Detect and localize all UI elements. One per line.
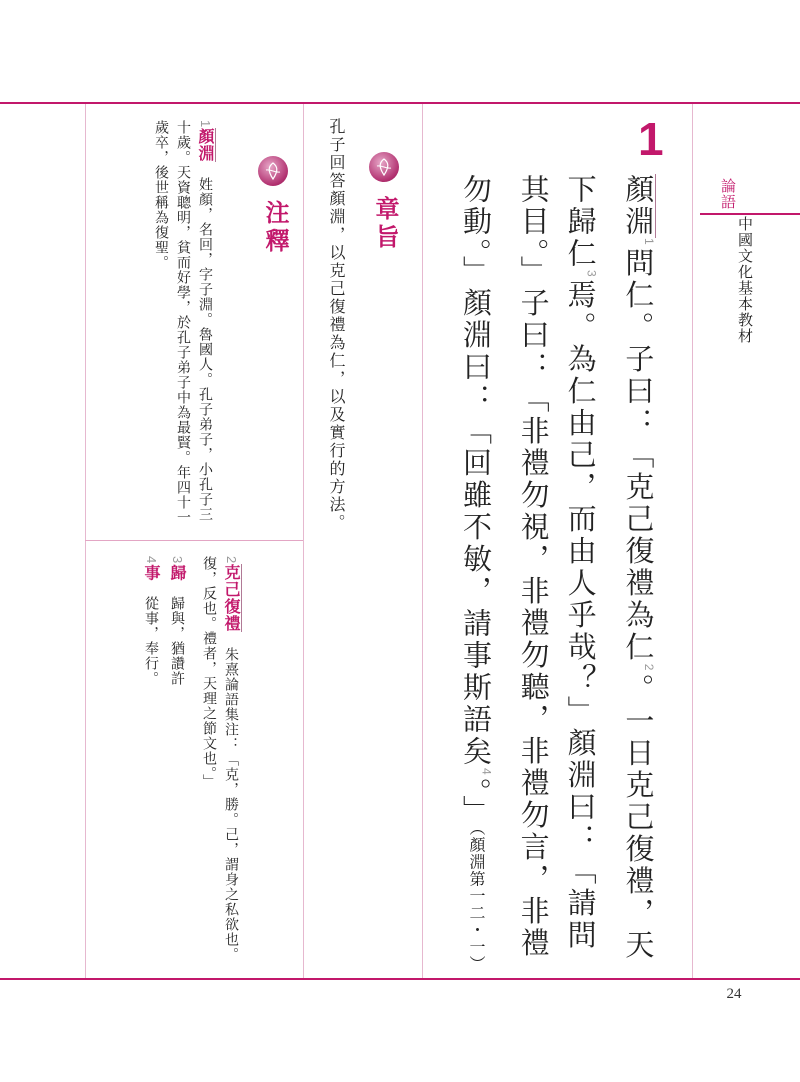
term-yanyuan: 顏淵 bbox=[621, 174, 656, 238]
chapter-number: 1 bbox=[638, 113, 664, 165]
passage-citation: （顏淵第一二・一） bbox=[467, 826, 486, 972]
passage-text-4b: 。」 bbox=[459, 777, 493, 827]
passage-line-3: 禮勿視，非禮勿聽，非禮勿言，非禮勿動。」顏淵曰：「回雖不敏， bbox=[459, 174, 551, 960]
rule-right-margin bbox=[692, 104, 693, 978]
note-4 bbox=[140, 556, 162, 966]
note-1-term: 顏淵 bbox=[196, 128, 215, 163]
passage-text-1b: 。一日克己復禮，天下歸仁 bbox=[563, 174, 656, 962]
bottom-rule bbox=[0, 978, 800, 980]
top-rule bbox=[0, 102, 800, 104]
note-ref-4: 4 bbox=[479, 767, 494, 778]
side-title-rule bbox=[700, 213, 800, 215]
rule-zhangzhi-left bbox=[303, 104, 304, 978]
note-4-number: 4 bbox=[144, 556, 159, 565]
note-2-term: 克己復禮 bbox=[222, 564, 241, 633]
zhangzhi-emblem-icon bbox=[369, 152, 399, 182]
note-ref-3: 3 bbox=[584, 270, 599, 280]
note-3-text: 歸與，猶讚許 bbox=[169, 596, 185, 687]
note-ref-1: 1 bbox=[641, 238, 656, 248]
note-4-term: 事 bbox=[142, 564, 161, 582]
note-3-number: 3 bbox=[170, 556, 185, 565]
passage-line-2: 焉。為仁由己，而由人乎哉？」顏淵曰：「請問其目。」子曰：「非 bbox=[516, 174, 598, 952]
passage-text-4a: 請事斯語矣 bbox=[459, 607, 493, 768]
passage-text-1a: 問仁。子曰：「克己復禮為仁 bbox=[621, 247, 656, 664]
note-1-number: 1 bbox=[198, 120, 213, 129]
note-2-text: 朱熹論語集注：「克，勝。己，謂身之私欲也。復，反也。禮者，天理之節文也。」 bbox=[201, 556, 239, 963]
note-3-term: 歸 bbox=[168, 564, 187, 582]
rule-main-left bbox=[422, 104, 423, 978]
main-passage bbox=[452, 174, 672, 974]
note-ref-2: 2 bbox=[641, 663, 656, 674]
passage-line-4 bbox=[459, 608, 493, 972]
note-3 bbox=[166, 556, 188, 966]
notes-divider bbox=[85, 540, 303, 541]
book-title: 中國文化基本教材 bbox=[736, 216, 754, 344]
zhushi-heading: 注釋 bbox=[261, 200, 290, 256]
zhushi-emblem-icon bbox=[258, 156, 288, 186]
note-1-text: 姓顏，名回，字子淵。魯國人。孔子弟子，小孔子三十歲。天資聰明，貧而好學，於孔子弟子中為最賢。年四十一歲卒，後世稱為復聖。 bbox=[153, 120, 213, 525]
note-2-number: 2 bbox=[224, 556, 239, 565]
note-1 bbox=[150, 120, 216, 530]
zhangzhi-text: 孔子回答顏淵，以克己復禮為仁，以及實行的方法。 bbox=[327, 118, 346, 532]
page-number: 24 bbox=[726, 986, 742, 1002]
rule-notes-left bbox=[85, 104, 86, 978]
note-2 bbox=[198, 556, 242, 966]
book-series: 論語 bbox=[719, 178, 737, 210]
zhangzhi-heading: 章旨 bbox=[371, 196, 400, 252]
note-4-text: 從事，奉行。 bbox=[143, 596, 159, 687]
